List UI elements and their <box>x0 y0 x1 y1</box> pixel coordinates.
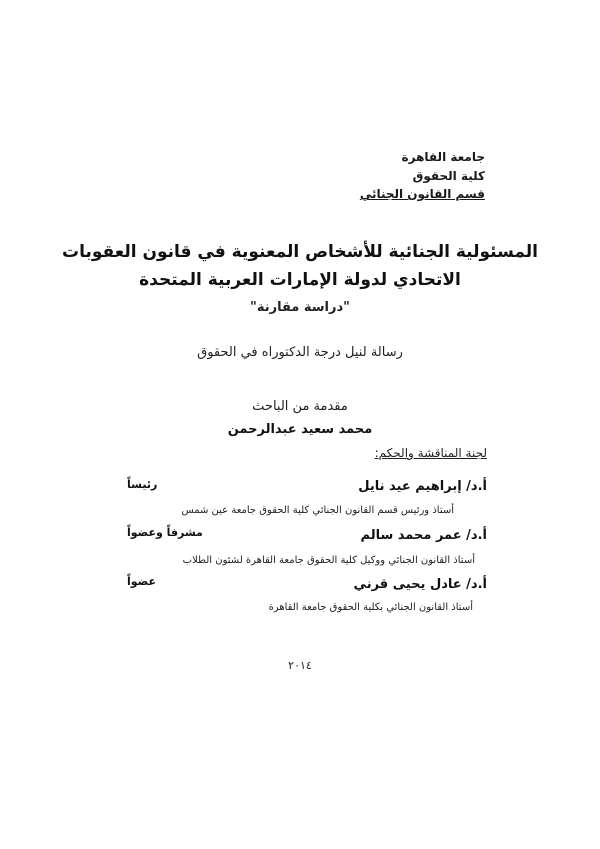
department-name: قسم القانون الجنائي <box>359 187 485 201</box>
committee-member-description: أستاذ القانون الجنائي بكلية الحقوق جامعة القاهرة <box>268 602 473 613</box>
committee-member-description: أستاذ القانون الجنائي ووكيل كلية الحقوق جامعة القاهرة لشئون الطلاب <box>182 555 475 566</box>
committee-heading: لجنة المناقشة والحكم: <box>374 446 487 460</box>
faculty-name: كلية الحقوق <box>412 169 485 183</box>
thesis-purpose: رسالة لنيل درجة الدكتوراه في الحقوق <box>197 345 403 360</box>
thesis-subtitle: "دراسة مقارنة" <box>250 300 350 315</box>
committee-member-description: أستاذ ورئيس قسم القانون الجنائي كلية الحقوق جامعة عين شمس <box>181 505 454 516</box>
thesis-title-line-2: الاتحادي لدولة الإمارات العربية المتحدة <box>139 270 461 290</box>
committee-member-role: عضواً <box>127 575 157 588</box>
committee-member-role: مشرفاً وعضواً <box>127 526 203 539</box>
committee-member-name: أ.د/ إبراهيم عيد نايل <box>358 479 487 494</box>
publication-year: ٢٠١٤ <box>288 659 312 672</box>
committee-member-name: أ.د/ عادل يحيى قرني <box>353 577 487 592</box>
committee-member-role: رئيساً <box>127 478 158 491</box>
thesis-title-line-1: المسئولية الجنائية للأشخاص المعنوية في قانون العقوبات <box>61 242 539 262</box>
presenter-name: محمد سعيد عبدالرحمن <box>227 422 373 437</box>
committee-member-name: أ.د/ عمر محمد سالم <box>360 528 487 543</box>
presenter-label: مقدمة من الباحث <box>252 399 348 414</box>
university-name: جامعة القاهرة <box>401 150 485 164</box>
